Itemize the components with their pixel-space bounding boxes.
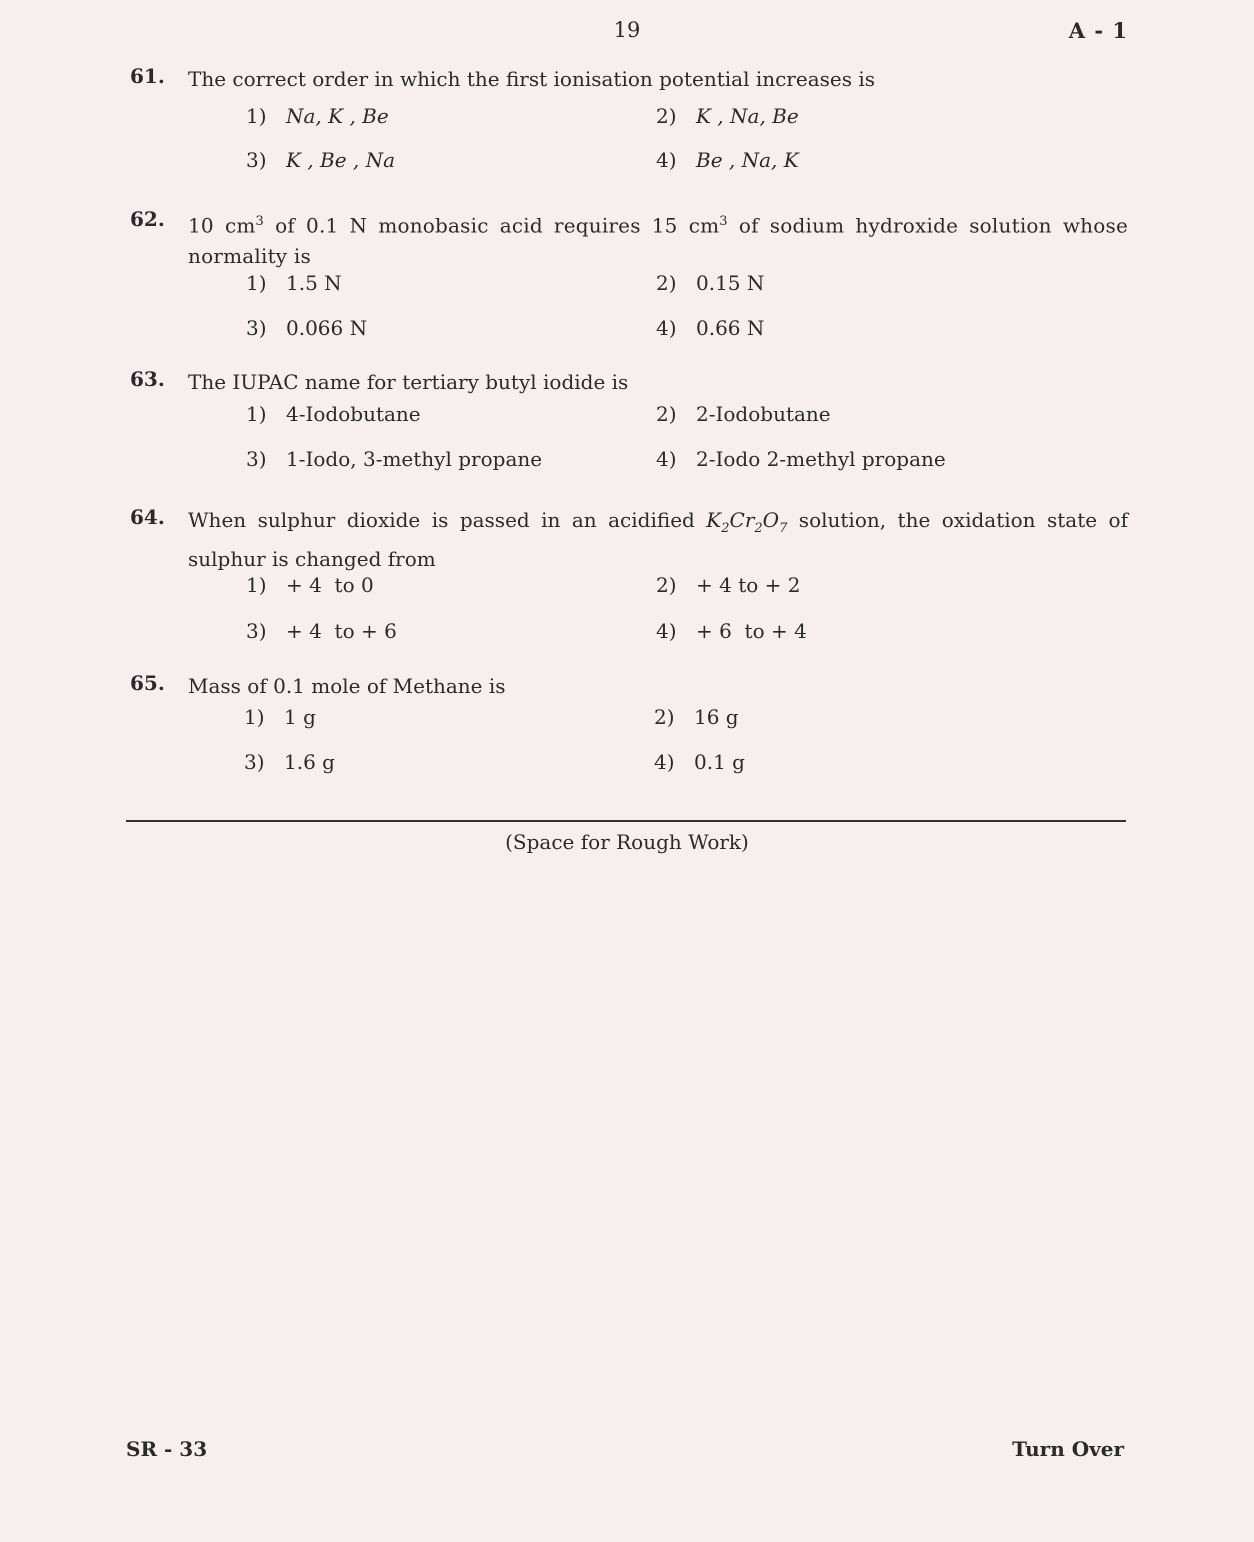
option-1 bbox=[246, 402, 421, 426]
option-text: 0.15 N bbox=[696, 271, 765, 295]
option-1 bbox=[246, 573, 374, 597]
option-text: 1 g bbox=[284, 705, 316, 729]
option-number: 4) bbox=[656, 316, 677, 340]
option-text: + 4 to + 2 bbox=[696, 573, 801, 597]
formula-subscript: 7 bbox=[779, 521, 788, 536]
option-number: 2) bbox=[656, 104, 677, 128]
option-number: 3) bbox=[244, 750, 265, 774]
option-text: 0.66 N bbox=[696, 316, 765, 340]
option-4 bbox=[656, 148, 799, 172]
footer-turn-over: Turn Over bbox=[1012, 1437, 1124, 1461]
question-number: 63. bbox=[130, 367, 165, 391]
formula-subscript: 2 bbox=[721, 521, 730, 536]
set-code: A - 1 bbox=[1068, 18, 1128, 43]
option-number: 1) bbox=[246, 104, 267, 128]
question-number: 64. bbox=[130, 505, 165, 529]
option-number: 3) bbox=[246, 148, 267, 172]
option-number: 2) bbox=[656, 573, 677, 597]
question-text: The correct order in which the first ionisation potential increases is bbox=[188, 67, 876, 91]
option-text: K , Be , Na bbox=[286, 148, 396, 172]
rough-work-divider bbox=[126, 820, 1126, 822]
text-part: of sodium hydroxide solution whose normality is bbox=[188, 213, 1128, 268]
question-number: 65. bbox=[130, 671, 165, 695]
superscript: 3 bbox=[255, 214, 264, 229]
option-number: 3) bbox=[246, 447, 267, 471]
option-2 bbox=[656, 104, 799, 128]
text-part: When sulphur dioxide is passed in an acidified bbox=[188, 508, 707, 532]
option-1 bbox=[246, 104, 389, 128]
option-3 bbox=[244, 750, 335, 774]
question-number: 61. bbox=[130, 64, 165, 88]
option-text: 2-Iodo 2-methyl propane bbox=[696, 447, 946, 471]
footer-series-code: SR - 33 bbox=[126, 1437, 208, 1461]
text-part: 10 cm bbox=[188, 213, 256, 238]
formula-k2cr2o7 bbox=[706, 508, 788, 536]
page-number: 19 bbox=[613, 18, 641, 42]
text-part: solution, the oxidation state of sulphur is changed from bbox=[188, 508, 1128, 571]
option-2 bbox=[656, 271, 764, 295]
option-text: 1.5 N bbox=[286, 271, 342, 295]
rough-work-label: (Space for Rough Work) bbox=[505, 830, 749, 854]
option-number: 2) bbox=[656, 271, 677, 295]
option-text: 0.1 g bbox=[694, 750, 745, 774]
option-4 bbox=[656, 619, 807, 643]
question-text bbox=[188, 505, 1128, 574]
option-number: 3) bbox=[246, 619, 267, 643]
option-4 bbox=[656, 447, 946, 471]
formula-element: O bbox=[762, 508, 780, 532]
option-3 bbox=[246, 148, 395, 172]
formula-element: K bbox=[706, 508, 722, 532]
option-text: + 6 to + 4 bbox=[696, 619, 807, 643]
option-3 bbox=[246, 619, 397, 643]
option-number: 4) bbox=[654, 750, 675, 774]
option-text: 0.066 N bbox=[286, 316, 368, 340]
option-3 bbox=[246, 316, 367, 340]
option-number: 1) bbox=[246, 402, 267, 426]
option-number: 1) bbox=[246, 271, 267, 295]
question-number: 62. bbox=[130, 207, 165, 231]
option-number: 1) bbox=[246, 573, 267, 597]
text-part: of 0.1 N monobasic acid requires 15 cm bbox=[264, 213, 720, 238]
option-number: 2) bbox=[656, 402, 677, 426]
question-text: The IUPAC name for tertiary butyl iodide is bbox=[188, 370, 629, 394]
question-text: Mass of 0.1 mole of Methane is bbox=[188, 674, 506, 698]
option-1 bbox=[246, 271, 342, 295]
question-text bbox=[188, 207, 1128, 271]
option-text: 1.6 g bbox=[284, 750, 335, 774]
option-number: 4) bbox=[656, 447, 677, 471]
option-3 bbox=[246, 447, 542, 471]
option-1 bbox=[244, 705, 316, 729]
option-text: + 4 to + 6 bbox=[286, 619, 397, 643]
option-number: 3) bbox=[246, 316, 267, 340]
option-4 bbox=[654, 750, 745, 774]
option-text: 4-Iodobutane bbox=[286, 402, 421, 426]
option-text: 2-Iodobutane bbox=[696, 402, 831, 426]
option-text: Be , Na, K bbox=[696, 148, 799, 172]
option-text: Na, K , Be bbox=[286, 104, 389, 128]
option-number: 2) bbox=[654, 705, 675, 729]
option-text: + 4 to 0 bbox=[286, 573, 374, 597]
option-text: K , Na, Be bbox=[696, 104, 799, 128]
option-4 bbox=[656, 316, 764, 340]
option-text: 16 g bbox=[694, 705, 739, 729]
option-number: 4) bbox=[656, 148, 677, 172]
option-2 bbox=[656, 573, 800, 597]
formula-element: Cr bbox=[729, 508, 755, 532]
option-number: 4) bbox=[656, 619, 677, 643]
formula-subscript: 2 bbox=[754, 521, 763, 536]
option-2 bbox=[656, 402, 831, 426]
option-2 bbox=[654, 705, 739, 729]
option-number: 1) bbox=[244, 705, 265, 729]
superscript: 3 bbox=[719, 214, 728, 229]
option-text: 1-Iodo, 3-methyl propane bbox=[286, 447, 543, 471]
